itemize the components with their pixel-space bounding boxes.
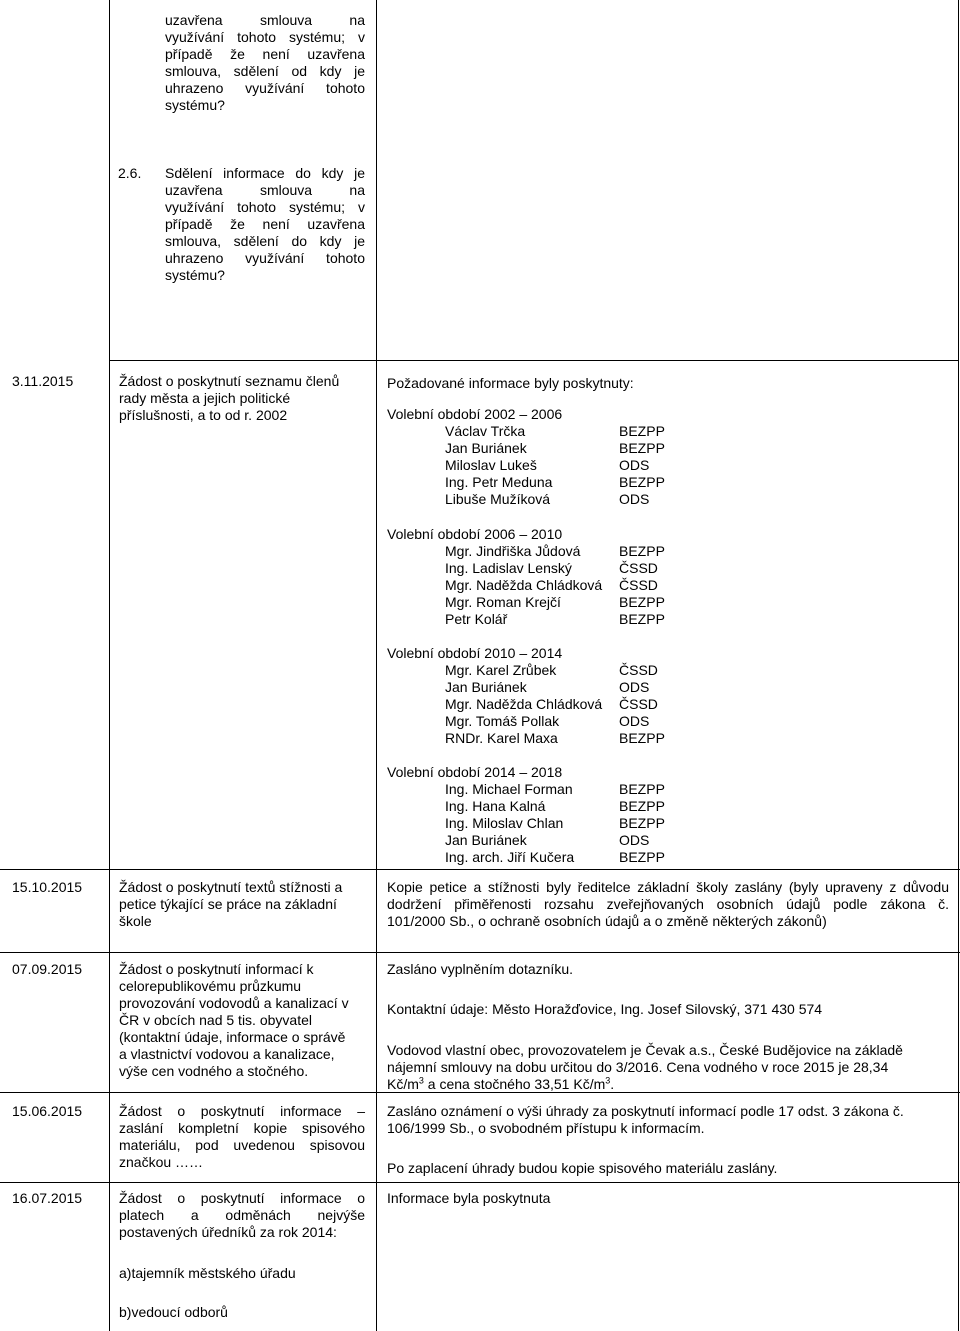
request-list-item: a)tajemník městského úřadu	[119, 1265, 296, 1281]
member-row	[387, 491, 687, 508]
member-name: Ing. Petr Meduna	[445, 474, 553, 490]
text-line: výše cen vodného a stočného.	[119, 1063, 309, 1079]
response-paragraph: Zasláno vyplněním dotazníku.	[387, 961, 573, 977]
text-line: materiálu, pod uvedenou spisovou	[119, 1137, 365, 1153]
text-line: Žádost o poskytnutí seznamu členů	[119, 373, 340, 389]
text-line: Žádost o poskytnutí informací k	[119, 961, 314, 977]
text-line: systému?	[165, 267, 225, 283]
text-fragment: a cena stočného 33,51 Kč/m	[423, 1076, 606, 1092]
member-row	[387, 457, 687, 474]
member-name: Ing. Miloslav Chlan	[445, 815, 564, 831]
text-line: využívání tohoto systému; v	[165, 29, 365, 45]
response-text	[387, 1103, 949, 1137]
table-border-right	[958, 0, 959, 1331]
response-text	[387, 879, 949, 930]
member-name: Ing. Hana Kalná	[445, 798, 546, 814]
member-name: Mgr. Jindřiška Jůdová	[445, 543, 581, 559]
row-date: 15.06.2015	[12, 1103, 83, 1119]
member-party: BEZPP	[619, 815, 665, 831]
text-line	[387, 1076, 937, 1093]
member-name: Mgr. Naděžda Chládková	[445, 696, 603, 712]
member-row	[387, 543, 687, 560]
member-name: Mgr. Karel Zrůbek	[445, 662, 557, 678]
member-name: Jan Buriánek	[445, 679, 527, 695]
election-period	[387, 406, 687, 508]
member-party: BEZPP	[619, 423, 665, 439]
member-party: BEZPP	[619, 543, 665, 559]
member-name: Miloslav Lukeš	[445, 457, 537, 473]
row-divider	[109, 360, 959, 361]
text-line: systému?	[165, 97, 225, 113]
member-name: Ing. Michael Forman	[445, 781, 573, 797]
member-row	[387, 713, 687, 730]
request-text	[119, 373, 369, 424]
member-name: Ing. Ladislav Lenský	[445, 560, 572, 576]
text-line: uhrazeno využívání tohoto	[165, 80, 365, 96]
text-line: 106/1999 Sb., o svobodném přístupu k informacím.	[387, 1120, 705, 1136]
member-row	[387, 679, 687, 696]
text-line: využívání tohoto systému; v	[165, 199, 365, 215]
text-line: platech a odměnách nejvýše	[119, 1207, 365, 1223]
member-name: RNDr. Karel Maxa	[445, 730, 558, 746]
member-party: BEZPP	[619, 781, 665, 797]
member-row	[387, 730, 687, 747]
member-party: ODS	[619, 832, 650, 848]
response-intro: Požadované informace byly poskytnuty:	[387, 375, 634, 391]
request-list-item: b)vedoucí odborů	[119, 1304, 228, 1320]
row-date: 15.10.2015	[12, 879, 83, 895]
member-row	[387, 662, 687, 679]
item-text	[165, 165, 365, 284]
member-row	[387, 832, 687, 849]
member-row	[387, 594, 687, 611]
period-title: Volební období 2010 – 2014	[387, 645, 563, 661]
election-period	[387, 645, 687, 747]
text-fragment: .	[610, 1076, 615, 1092]
period-title: Volební období 2006 – 2010	[387, 526, 563, 542]
member-row	[387, 696, 687, 713]
text-fragment: Kč/m	[387, 1076, 419, 1092]
text-line: příslušnosti, a to od r. 2002	[119, 407, 288, 423]
text-line: Zasláno oznámení o výši úhrady za poskytnutí informací podle 17 odst. 3 zákona č.	[387, 1103, 904, 1119]
text-line: Vodovod vlastní obec, provozovatelem je Čevak a.s., České Budějovice na základě	[387, 1042, 903, 1058]
member-row	[387, 440, 687, 457]
superscript: 3	[605, 1075, 611, 1086]
member-party: ODS	[619, 457, 650, 473]
period-title: Volební období 2002 – 2006	[387, 406, 563, 422]
text-line: Žádost o poskytnutí textů stížnosti a	[119, 879, 343, 895]
member-name: Mgr. Naděžda Chládková	[445, 577, 603, 593]
member-party: ODS	[619, 491, 650, 507]
row-date: 3.11.2015	[12, 373, 74, 389]
member-row	[387, 577, 687, 594]
text-line: značkou ……	[119, 1154, 204, 1170]
member-name: Petr Kolář	[445, 611, 508, 627]
member-party: ČSSD	[619, 577, 658, 593]
request-text	[119, 1190, 365, 1241]
text-line: 101/2000 Sb., o ochraně osobních údajů a o změně některých zákonů)	[387, 913, 827, 929]
text-line: Žádost o poskytnutí informace –	[119, 1103, 365, 1119]
text-line: smlouva, sdělení od kdy je	[165, 63, 365, 79]
row-divider	[0, 869, 960, 870]
member-party: BEZPP	[619, 849, 665, 865]
member-party: ČSSD	[619, 662, 658, 678]
request-text	[119, 1103, 365, 1171]
table-border-middle	[376, 0, 377, 1331]
member-party: BEZPP	[619, 730, 665, 746]
member-party: BEZPP	[619, 440, 665, 456]
text-line: ČR v obcích nad 5 tis. obyvatel	[119, 1012, 312, 1028]
member-row	[387, 474, 687, 491]
text-line: provozování vodovodů a kanalizací v	[119, 995, 349, 1011]
member-row	[387, 781, 687, 798]
text-line: Sdělení informace do kdy je	[165, 165, 365, 181]
election-period	[387, 526, 687, 628]
text-line: zaslání kompletní kopie spisového	[119, 1120, 365, 1136]
text-line: uzavřena smlouva na	[165, 182, 365, 198]
row-divider	[0, 952, 960, 953]
row-date: 16.07.2015	[12, 1190, 83, 1206]
member-row	[387, 423, 687, 440]
member-party: BEZPP	[619, 611, 665, 627]
member-name: Mgr. Tomáš Pollak	[445, 713, 560, 729]
member-party: ODS	[619, 679, 650, 695]
text-line: a vlastnictví vodovou a kanalizace,	[119, 1046, 335, 1062]
text-line: rady města a jejich politické	[119, 390, 291, 406]
response-paragraph: Po zaplacení úhrady budou kopie spisového materiálu zaslány.	[387, 1160, 778, 1176]
text-line: uhrazeno využívání tohoto	[165, 250, 365, 266]
member-row	[387, 798, 687, 815]
member-row	[387, 611, 687, 628]
response-text: Informace byla poskytnuta	[387, 1190, 551, 1206]
row-divider	[0, 1182, 960, 1183]
member-row	[387, 815, 687, 832]
item-number: 2.6.	[118, 165, 142, 181]
member-party: ČSSD	[619, 696, 658, 712]
text-line: (kontaktní údaje, informace o správě	[119, 1029, 346, 1045]
text-line: případě že není uzavřena	[165, 216, 365, 232]
election-period	[387, 764, 687, 866]
member-party: ODS	[619, 713, 650, 729]
text-line: uzavřena smlouva na	[165, 12, 365, 28]
member-party: BEZPP	[619, 798, 665, 814]
superscript: 3	[418, 1075, 424, 1086]
member-name: Libuše Mužíková	[445, 491, 551, 507]
member-name: Jan Buriánek	[445, 440, 527, 456]
row-date: 07.09.2015	[12, 961, 83, 977]
member-name: Václav Trčka	[445, 423, 526, 439]
member-party: BEZPP	[619, 594, 665, 610]
text-line: dodržení přiměřenosti rozsahu zveřejňovaných osobních údajů podle zákona č.	[387, 896, 949, 912]
member-name: Jan Buriánek	[445, 832, 527, 848]
text-line: případě že není uzavřena	[165, 46, 365, 62]
request-text	[119, 879, 369, 930]
member-name: Mgr. Roman Krejčí	[445, 594, 561, 610]
response-paragraph: Kontaktní údaje: Město Horažďovice, Ing. Josef Silovský, 371 430 574	[387, 1001, 823, 1017]
table-border-left	[109, 0, 110, 1331]
text-line: nájemní smlouvy na dobu určitou do 3/2016. Cena vodného v roce 2015 je 28,34	[387, 1059, 889, 1075]
member-party: ČSSD	[619, 560, 658, 576]
period-title: Volební období 2014 – 2018	[387, 764, 563, 780]
text-line: Kopie petice a stížnosti byly ředitelce základní školy zaslány (byly upraveny z důvodu	[387, 879, 949, 895]
request-text	[119, 961, 369, 1080]
continued-item-text	[165, 12, 365, 114]
text-line: smlouva, sdělení do kdy je	[165, 233, 365, 249]
member-row	[387, 560, 687, 577]
member-row	[387, 849, 687, 866]
text-line: Žádost o poskytnutí informace o	[119, 1190, 365, 1206]
text-line: petice týkající se práce na základní	[119, 896, 337, 912]
response-paragraph	[387, 1042, 937, 1093]
text-line: škole	[119, 913, 152, 929]
member-name: Ing. arch. Jiří Kučera	[445, 849, 575, 865]
member-party: BEZPP	[619, 474, 665, 490]
text-line: celorepublikovému průzkumu	[119, 978, 302, 994]
text-line: postavených úředníků za rok 2014:	[119, 1224, 337, 1240]
